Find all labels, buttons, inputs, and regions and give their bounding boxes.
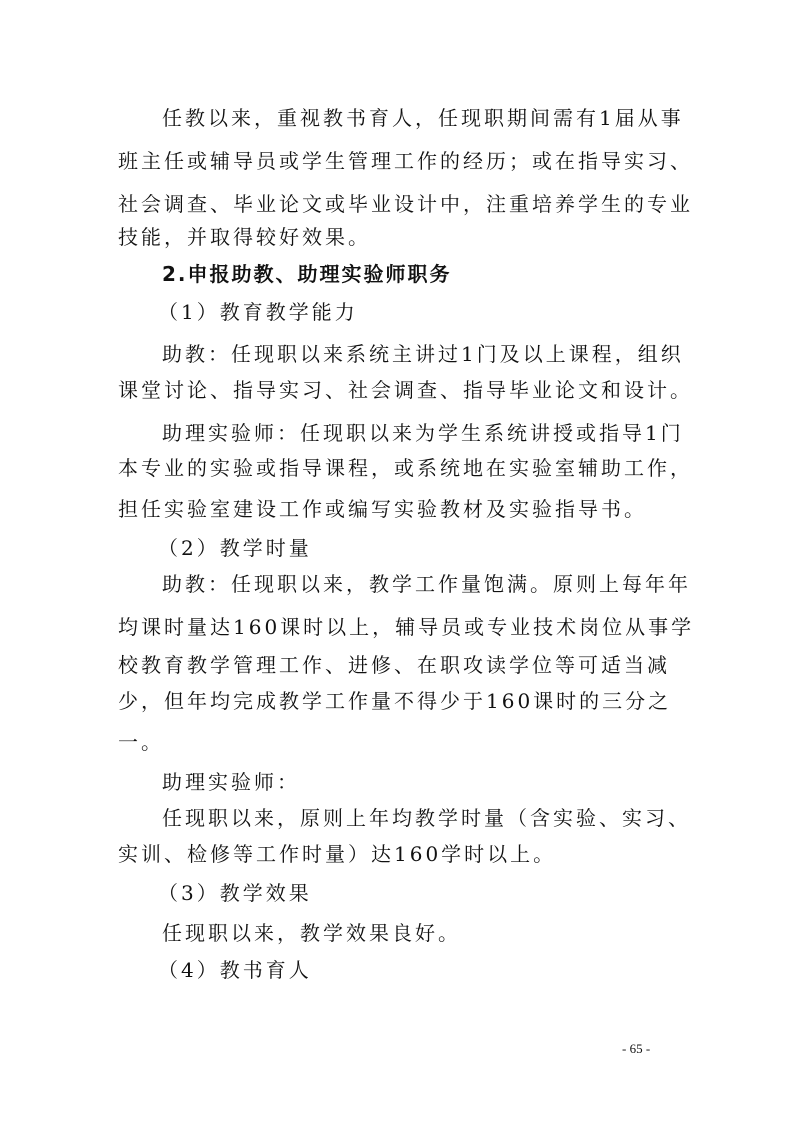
subsection-2-assistant-line-2: 均课时量达160课时以上，辅导员或专业技术岗位从事学: [118, 615, 695, 639]
subsection-2-lab-line-1: 任现职以来，原则上年均教学时量（含实验、实习、: [162, 806, 691, 830]
paragraph-1-line-1: 任教以来，重视教书育人，任现职期间需有1届从事: [162, 106, 684, 130]
subsection-2-assistant-line-1: 助教：任现职以来，教学工作量饱满。原则上每年年: [162, 572, 691, 596]
subsection-1-title: （1）教育教学能力: [158, 300, 358, 324]
subsection-1-assistant-line-1: 助教：任现职以来系统主讲过1门及以上课程，组织: [162, 342, 684, 366]
section-heading: 2.申报助教、助理实验师职务: [162, 262, 452, 286]
page-number: - 65 -: [622, 1041, 651, 1056]
subsection-2-title: （2）教学时量: [158, 536, 312, 560]
subsection-4-title: （4）教书育人: [158, 958, 312, 982]
subsection-1-lab-line-1: 助理实验师：任现职以来为学生系统讲授或指导1门: [162, 421, 684, 445]
subsection-1-lab-line-3: 担任实验室建设工作或编写实验教材及实验指导书。: [118, 497, 647, 521]
paragraph-1-line-3: 社会调查、毕业论文或毕业设计中，注重培养学生的专业: [118, 192, 693, 216]
paragraph-1-line-4: 技能，并取得较好效果。: [118, 225, 371, 249]
subsection-2-lab-label: 助理实验师：: [162, 770, 300, 794]
subsection-1-assistant-line-2: 课堂讨论、指导实习、社会调查、指导毕业论文和设计。: [118, 378, 693, 402]
paragraph-1-line-2: 班主任或辅导员或学生管理工作的经历；或在指导实习、: [118, 149, 693, 173]
subsection-2-assistant-line-3: 校教育教学管理工作、进修、在职攻读学位等可适当减: [118, 653, 670, 677]
subsection-2-assistant-line-4: 少，但年均完成教学工作量不得少于160课时的三分之: [118, 689, 672, 713]
subsection-2-lab-line-2: 实训、检修等工作时量）达160学时以上。: [118, 842, 557, 866]
subsection-2-assistant-line-5: 一。: [118, 730, 164, 754]
subsection-1-lab-line-2: 本专业的实验或指导课程，或系统地在实验室辅助工作，: [118, 456, 693, 480]
subsection-3-title: （3）教学效果: [158, 881, 312, 905]
subsection-3-line: 任现职以来，教学效果良好。: [162, 921, 461, 945]
